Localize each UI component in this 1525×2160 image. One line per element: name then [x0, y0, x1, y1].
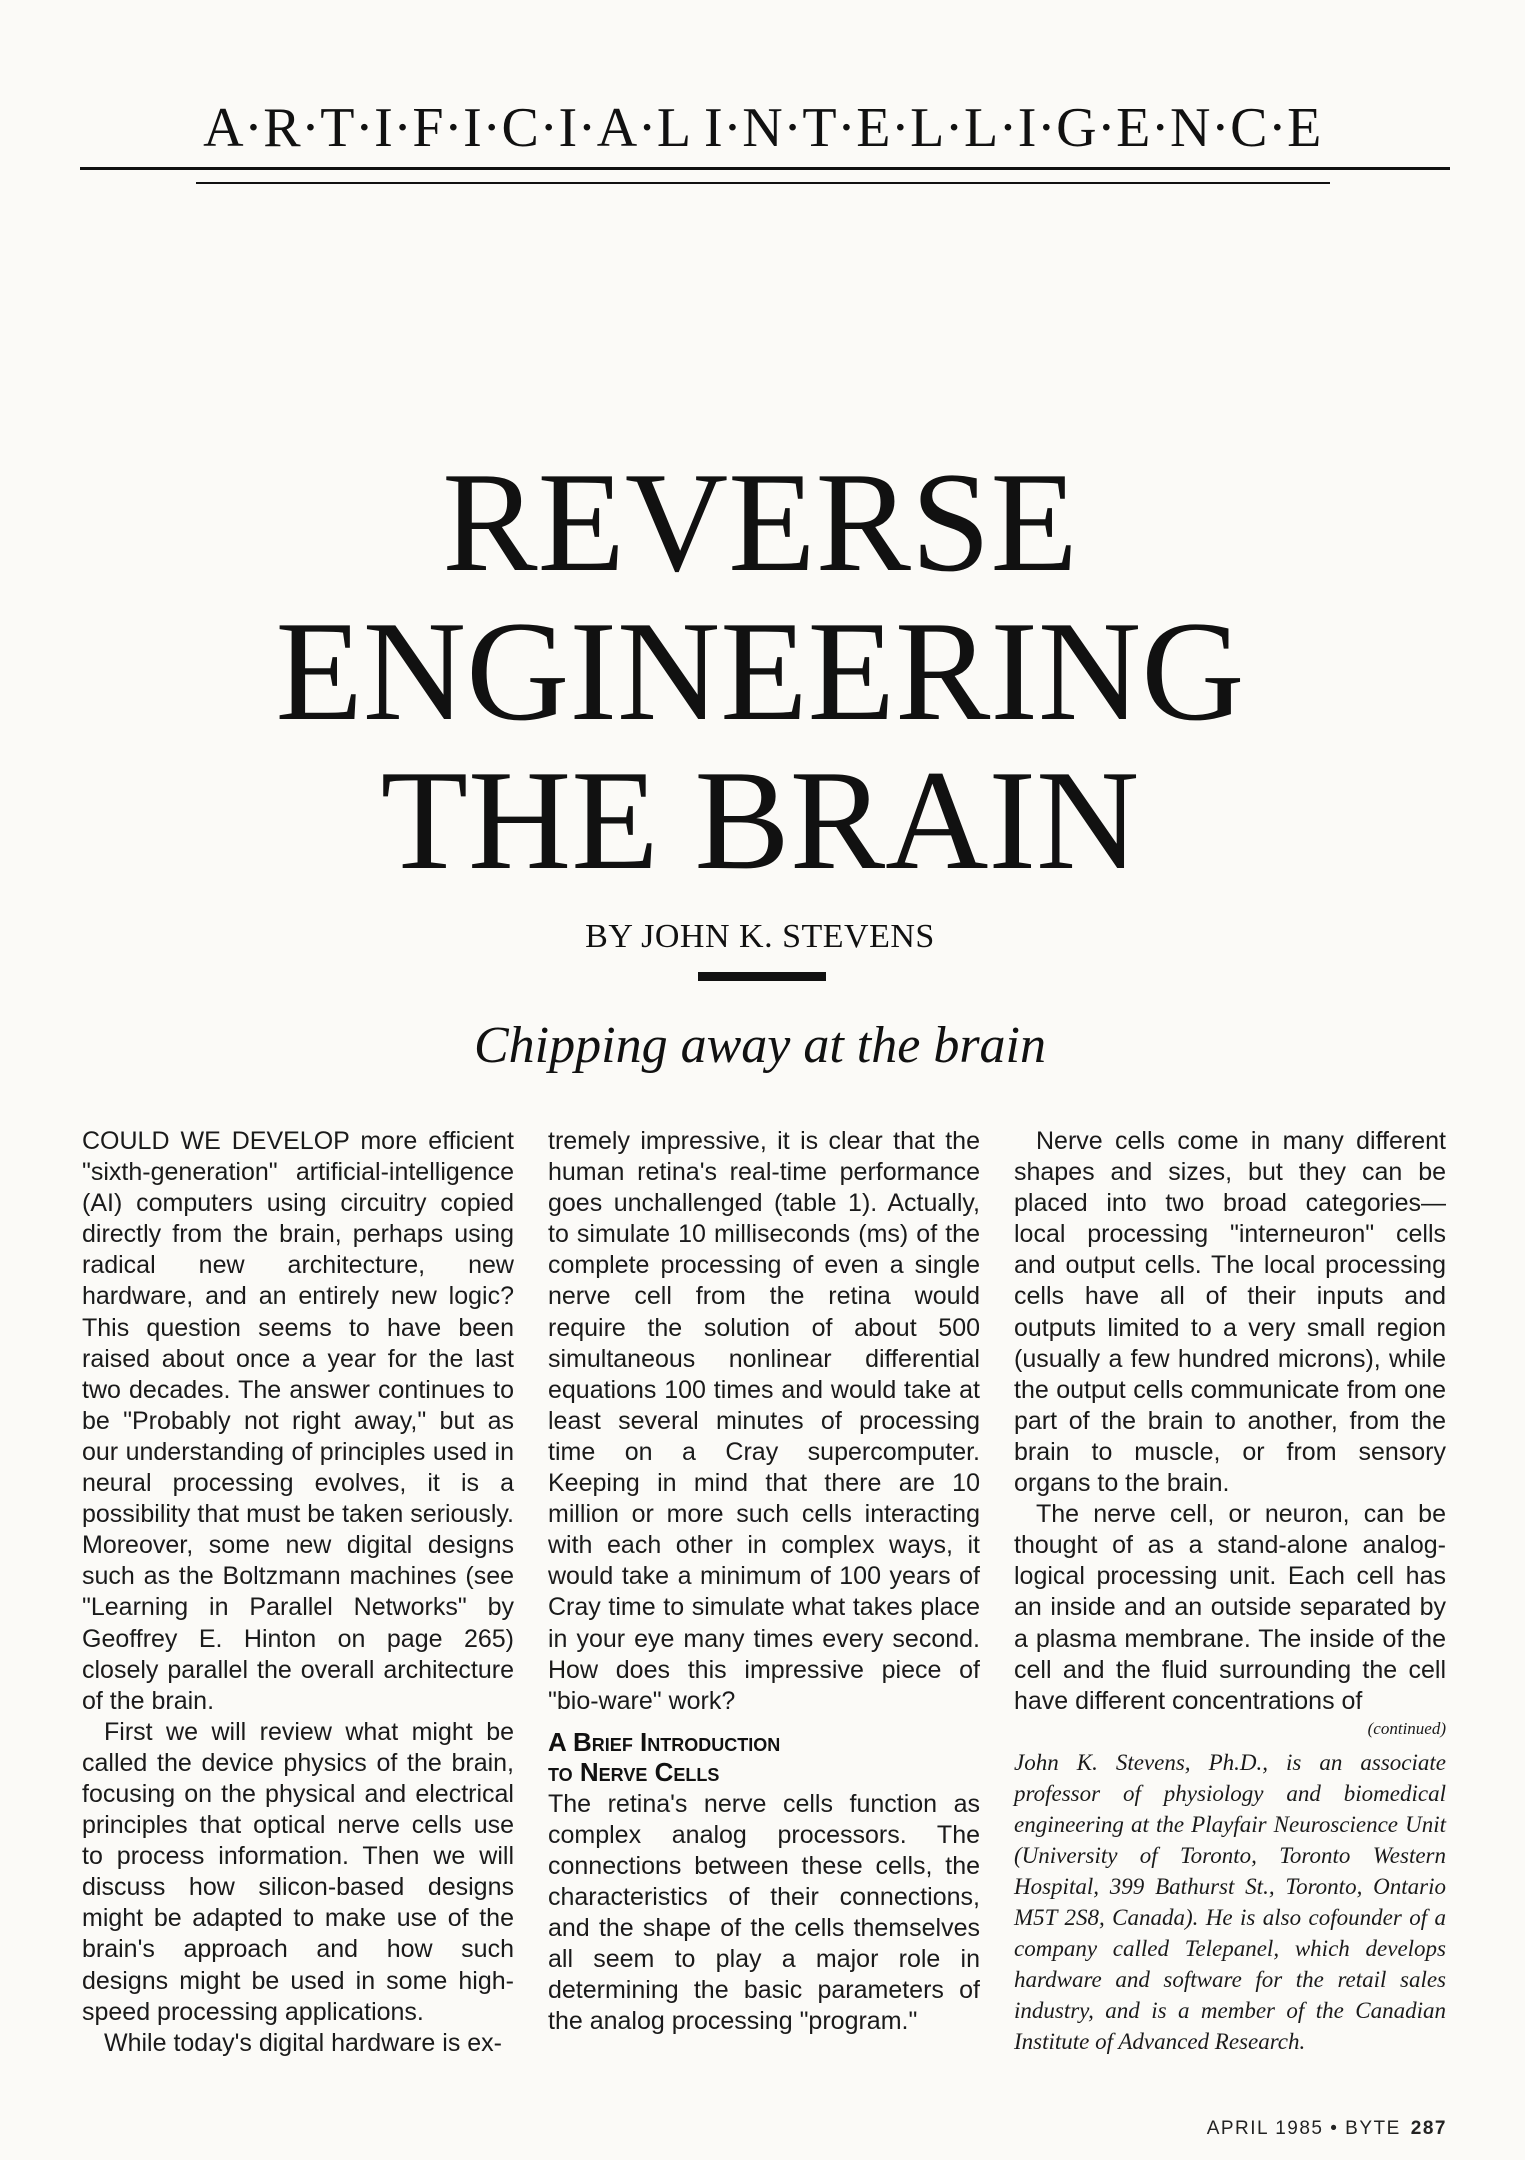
title-line-3: THE BRAIN	[380, 741, 1140, 899]
byline-divider	[698, 972, 826, 981]
text-column-1	[82, 1126, 514, 2059]
text-column-2	[548, 1126, 980, 2038]
text-column-3	[1014, 1126, 1446, 2057]
section-heading	[548, 1727, 980, 1787]
section-heading-line-1: A Brief Introduction	[548, 1726, 781, 1757]
body-paragraph: COULD WE DEVELOP more efficient "sixth-generation" artificial-intelligence (AI) computers using circuitry copied directly from the brain, perhaps using radical new architecture, new hardware, and an entirely new logic? This question seems to have been raised about once a year for the last two decades. The answer continues to be "Probably not right away," but as our understanding of principles used in neural processing evolves, it is a possibility that must be taken seriously. Moreover, some new digital designs such as the Boltzmann machines (see "Learning in Parallel Networks" by Geoffrey E. Hinton on page 265) closely parallel the overall architecture of the brain.	[82, 1127, 514, 1715]
header-rule-bottom	[196, 182, 1330, 184]
header-rule-top	[80, 167, 1450, 170]
body-paragraph: The retina's nerve cells function as complex analog processors. The connections between these cells, the characteristics of their connections, and the shape of the cells themselves all seem to play a major role in determining the basic parameters of the analog processing "program."	[548, 1789, 980, 2036]
title-line-1: REVERSE	[442, 443, 1078, 601]
issue-label: APRIL 1985 • BYTE	[1206, 2118, 1401, 2139]
article-deck: Chipping away at the brain	[474, 1017, 1046, 1074]
body-paragraph: While today's digital hardware is ex-	[104, 2028, 502, 2057]
title-line-2: ENGINEERING	[275, 592, 1245, 750]
body-paragraph: Nerve cells come in many different shapes and sizes, but they can be placed into two broad categories—local processing "interneuron" cells and output cells. The local processing cells have all of their inputs and outputs limited to a very small region (usually a few hundred microns), while the output cells communicate from one part of the brain to another, from the brain to muscle, or from sensory organs to the brain.	[1014, 1127, 1446, 1498]
page-footer	[1207, 2118, 1447, 2140]
body-paragraph: The nerve cell, or neuron, can be thought of as a stand-alone analog-logical processing unit. Each cell has an inside and an outside separated by a plasma membrane. The inside of the cell and the fluid surrounding the cell have different concentrations of	[1014, 1500, 1446, 1715]
byline: BY JOHN K. STEVENS	[585, 918, 935, 955]
continued-note: (continued)	[1367, 1718, 1446, 1738]
article-title	[160, 443, 1360, 899]
page-number: 287	[1410, 2118, 1447, 2139]
section-heading-line-2: to Nerve Cells	[548, 1756, 720, 1787]
author-bio: John K. Stevens, Ph.D., is an associate professor of physiology and biomedical engineering at the Playfair Neuroscience Unit (University of Toronto, Toronto Western Hospital, 399 Bathurst St., Toronto, Ontario M5T 2S8, Canada). He is also cofounder of a company called Telepanel, which develops hardware and software for the retail sales industry, and is a member of the Canadian Institute of Advanced Research.	[1014, 1749, 1446, 2054]
section-header: A·R·T·I·F·I·C·I·A·L I·N·T·E·L·L·I·G·E·N·C·E	[203, 97, 1322, 159]
body-paragraph: tremely impressive, it is clear that the human retina's real-time performance goes unchallenged (table 1). Actually, to simulate 10 milliseconds (ms) of the complete processing of even a single nerve cell from the retina would require the solution of about 500 simultaneous nonlinear differential equations 100 times and would take at least several minutes of processing time on a Cray supercomputer. Keeping in mind that there are 10 million or more such cells interacting with each other in complex ways, it would take a minimum of 100 years of Cray time to simulate what takes place in your eye many times every second. How does this impressive piece of "bio-ware" work?	[548, 1127, 980, 1715]
body-paragraph: First we will review what might be called the device physics of the brain, focusing on the physical and electrical principles that optical nerve cells use to process information. Then we will discuss how silicon-based designs might be adapted to make use of the brain's approach and how such designs might be used in some high-speed processing applications.	[82, 1717, 514, 2026]
